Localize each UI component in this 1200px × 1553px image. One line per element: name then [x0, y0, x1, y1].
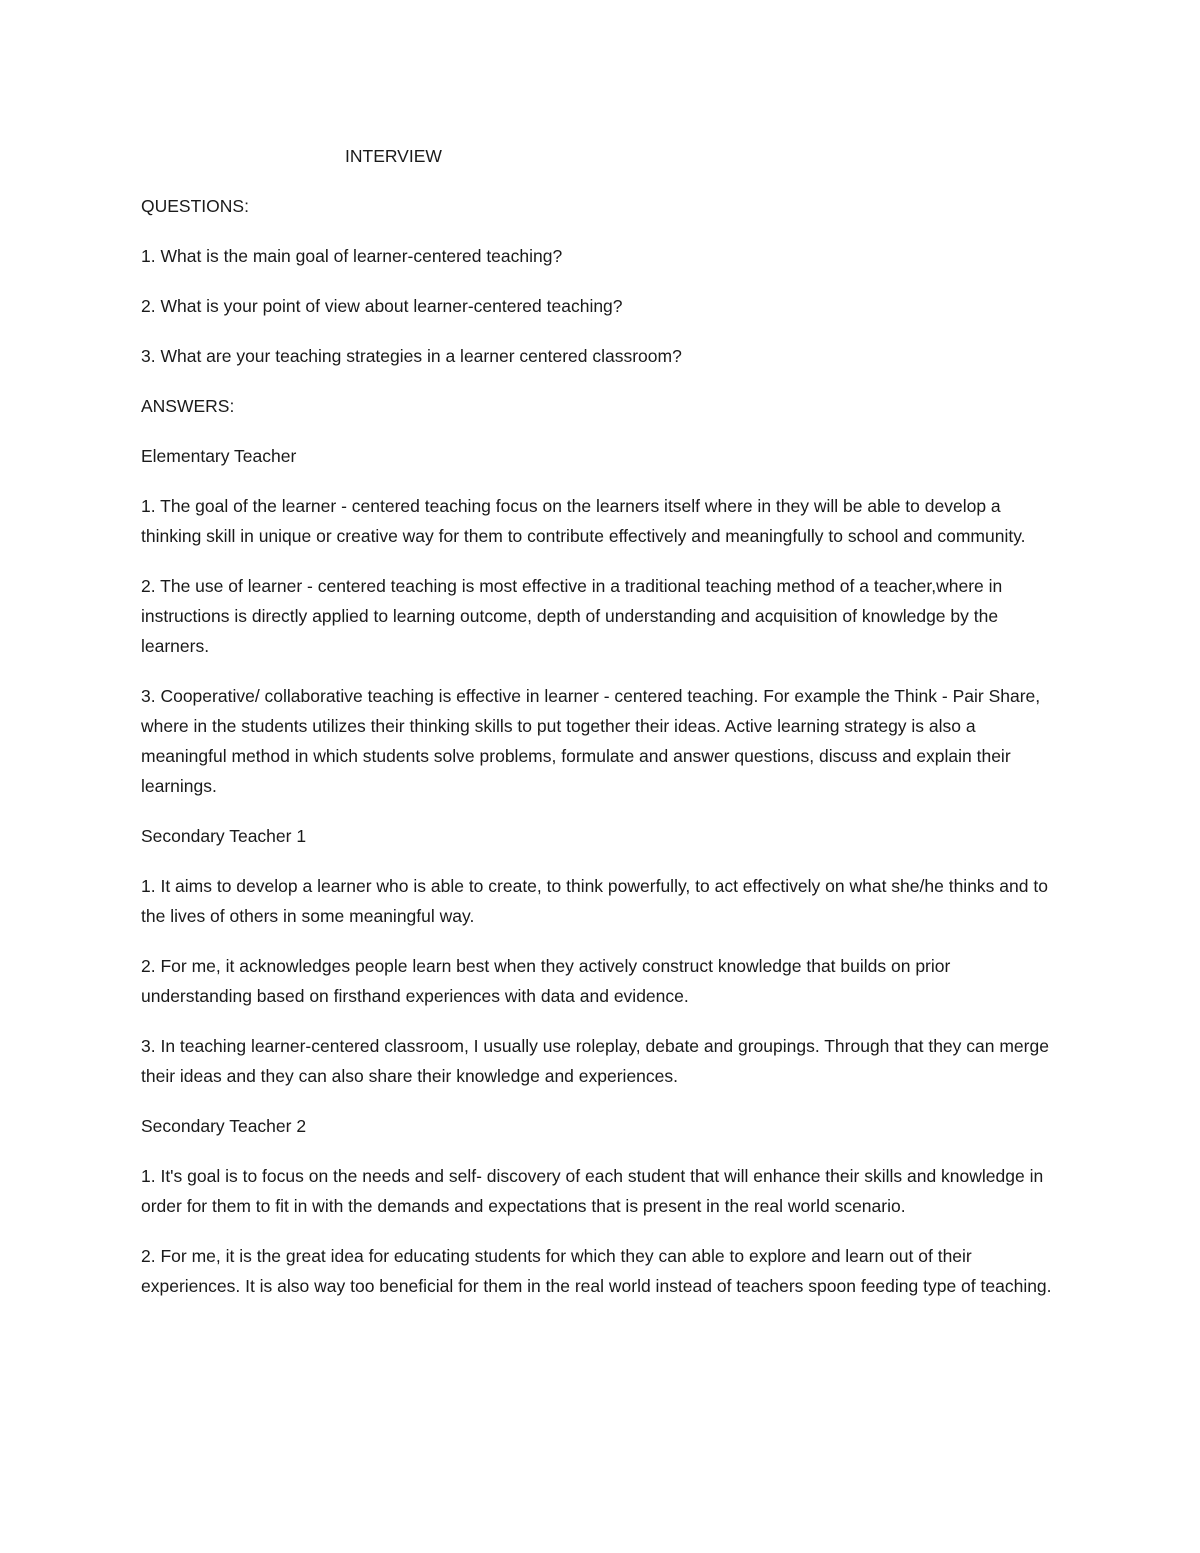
answer-paragraph: 3. In teaching learner-centered classroom, I usually use roleplay, debate and groupings. Through that they can merge their ideas and they can also share their knowledge and experiences.	[141, 1036, 1049, 1086]
question-item: 2. What is your point of view about learner-centered teaching?	[141, 296, 623, 316]
question-item: 3. What are your teaching strategies in a learner centered classroom?	[141, 346, 682, 366]
answer-paragraph: 1. It aims to develop a learner who is able to create, to think powerfully, to act effectively on what she/he thinks and to the lives of others in some meaningful way.	[141, 876, 1048, 926]
answer-paragraph: 2. For me, it acknowledges people learn best when they actively construct knowledge that builds on prior understanding based on firsthand experiences with data and evidence.	[141, 956, 951, 1006]
questions-heading: QUESTIONS:	[141, 196, 249, 216]
answer-paragraph: 2. For me, it is the great idea for educating students for which they can able to explore and learn out of their experiences. It is also way too beneficial for them in the real world instead of teachers spoon feeding type of teaching.	[141, 1246, 1052, 1296]
answers-heading: ANSWERS:	[141, 396, 235, 416]
respondent-name: Elementary Teacher	[141, 446, 297, 466]
answer-paragraph: 1. It's goal is to focus on the needs and self- discovery of each student that will enhance their skills and knowledge in order for them to fit in with the demands and expectations that is present in the real world scenario.	[141, 1166, 1044, 1216]
answer-paragraph: 3. Cooperative/ collaborative teaching is effective in learner - centered teaching. For example the Think - Pair Share, where in the students utilizes their thinking skills to put together their ideas. Active learning strategy is also a meaningful method in which students solve problems, formulate and answer questions, discuss and explain their learnings.	[141, 686, 1041, 796]
respondent-name: Secondary Teacher 1	[141, 826, 307, 846]
document-body	[141, 141, 1061, 1321]
respondent-name: Secondary Teacher 2	[141, 1116, 307, 1136]
answer-paragraph: 1. The goal of the learner - centered teaching focus on the learners itself where in they will be able to develop a thinking skill in unique or creative way for them to contribute effectively and meaningfully to school and community.	[141, 496, 1026, 546]
answer-paragraph: 2. The use of learner - centered teaching is most effective in a traditional teaching method of a teacher,where in instructions is directly applied to learning outcome, depth of understanding and acquisition of knowledge by the learners.	[141, 576, 1003, 656]
question-item: 1. What is the main goal of learner-centered teaching?	[141, 246, 563, 266]
document-title: INTERVIEW	[345, 146, 442, 166]
